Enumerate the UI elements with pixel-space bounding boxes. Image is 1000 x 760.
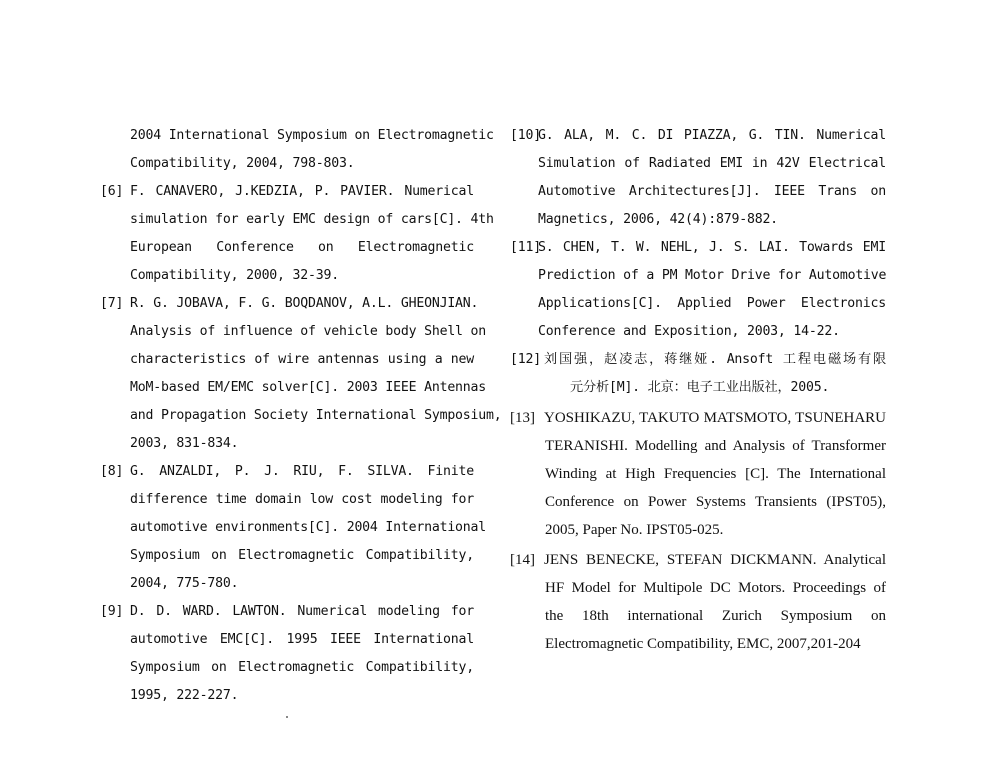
- reference-text-line: 2003, 831-834.: [130, 436, 239, 451]
- reference-entry: [100, 122, 494, 178]
- reference-text-line: G. ANZALDI, P. J. RIU, F. SILVA. Finite: [130, 464, 474, 479]
- reference-number: [14]: [510, 552, 535, 568]
- reference-entry: [100, 290, 502, 458]
- reference-text-line: 元分析[M]. 北京：电子工业出版社，2005.: [570, 380, 830, 395]
- reference-entry: [100, 458, 487, 598]
- references-right-column: [510, 122, 886, 658]
- reference-text-line: Magnetics, 2006, 42(4):879-882.: [538, 212, 778, 227]
- reference-number: [6]: [100, 184, 124, 199]
- reference-text-line: JENS BENECKE, STEFAN DICKMANN. Analytical: [544, 552, 886, 568]
- reference-entry: [510, 122, 886, 234]
- reference-text-line: YOSHIKAZU, TAKUTO MATSMOTO, TSUNEHARU: [544, 410, 886, 426]
- reference-number: [7]: [100, 296, 124, 311]
- reference-text-line: 2004, 775-780.: [130, 576, 239, 591]
- reference-entry: [510, 234, 886, 346]
- reference-text-line: R. G. JOBAVA, F. G. BOQDANOV, A.L. GHEONJIAN.: [130, 296, 479, 311]
- reference-number: [10]: [510, 128, 541, 143]
- reference-text-line: and Propagation Society International Symposium,: [130, 408, 502, 423]
- reference-text-line: HF Model for Multipole DC Motors. Proceedings of: [545, 580, 886, 596]
- reference-text-line: F. CANAVERO, J.KEDZIA, P. PAVIER. Numerical: [130, 184, 474, 199]
- reference-text-line: difference time domain low cost modeling for: [130, 492, 474, 507]
- reference-text-line: Conference on Power Systems Transients (IPST05),: [545, 494, 886, 510]
- reference-text-line: European Conference on Electromagnetic: [130, 240, 474, 255]
- reference-text-line: 刘国强，赵凌志，蒋继娅. Ansoft 工程电磁场有限: [544, 352, 886, 367]
- reference-entry: [510, 546, 886, 658]
- references-left-column: [100, 122, 502, 710]
- reference-text-line: automotive EMC[C]. 1995 IEEE International: [130, 632, 474, 647]
- reference-text-line: characteristics of wire antennas using a new: [130, 352, 474, 367]
- reference-entry: [100, 178, 494, 290]
- reference-number: [8]: [100, 464, 124, 479]
- reference-entry: [100, 598, 474, 710]
- reference-text-line: Conference and Exposition, 2003, 14-22.: [538, 324, 840, 339]
- reference-text-line: MoM-based EM/EMC solver[C]. 2003 IEEE Antennas: [130, 380, 487, 395]
- reference-text-line: Automotive Architectures[J]. IEEE Trans on: [538, 184, 886, 199]
- reference-number: [11]: [510, 240, 541, 255]
- reference-text-line: Simulation of Radiated EMI in 42V Electrical: [538, 156, 886, 171]
- scan-speck: [286, 716, 288, 718]
- reference-text-line: 2004 International Symposium on Electromagnetic: [130, 128, 494, 143]
- reference-text-line: 1995, 222-227.: [130, 688, 239, 703]
- reference-entry: [510, 346, 886, 402]
- reference-text-line: Electromagnetic Compatibility, EMC, 2007,201-204: [545, 636, 861, 652]
- reference-text-line: Prediction of a PM Motor Drive for Automotive: [538, 268, 887, 283]
- reference-text-line: S. CHEN, T. W. NEHL, J. S. LAI. Towards EMI: [538, 240, 886, 255]
- reference-text-line: TERANISHI. Modelling and Analysis of Transformer: [545, 438, 886, 454]
- reference-entry: [510, 404, 886, 544]
- reference-text-line: Analysis of influence of vehicle body Shell on: [130, 324, 487, 339]
- reference-text-line: Symposium on Electromagnetic Compatibility,: [130, 548, 474, 563]
- reference-text-line: D. D. WARD. LAWTON. Numerical modeling for: [130, 604, 474, 619]
- reference-number: [12]: [510, 352, 541, 367]
- reference-text-line: automotive environments[C]. 2004 International: [130, 520, 487, 535]
- reference-text-line: Symposium on Electromagnetic Compatibility,: [130, 660, 474, 675]
- reference-text-line: the 18th international Zurich Symposium on: [545, 608, 886, 624]
- reference-text-line: Winding at High Frequencies [C]. The International: [545, 466, 886, 482]
- reference-text-line: Compatibility, 2000, 32-39.: [130, 268, 339, 283]
- reference-number: [13]: [510, 410, 535, 426]
- reference-text-line: simulation for early EMC design of cars[C]. 4th: [130, 212, 494, 227]
- reference-number: [9]: [100, 604, 124, 619]
- reference-text-line: Applications[C]. Applied Power Electronics: [538, 296, 886, 311]
- reference-text-line: G. ALA, M. C. DI PIAZZA, G. TIN. Numerical: [538, 128, 886, 143]
- reference-text-line: Compatibility, 2004, 798-803.: [130, 156, 355, 171]
- reference-text-line: 2005, Paper No. IPST05-025.: [545, 522, 724, 538]
